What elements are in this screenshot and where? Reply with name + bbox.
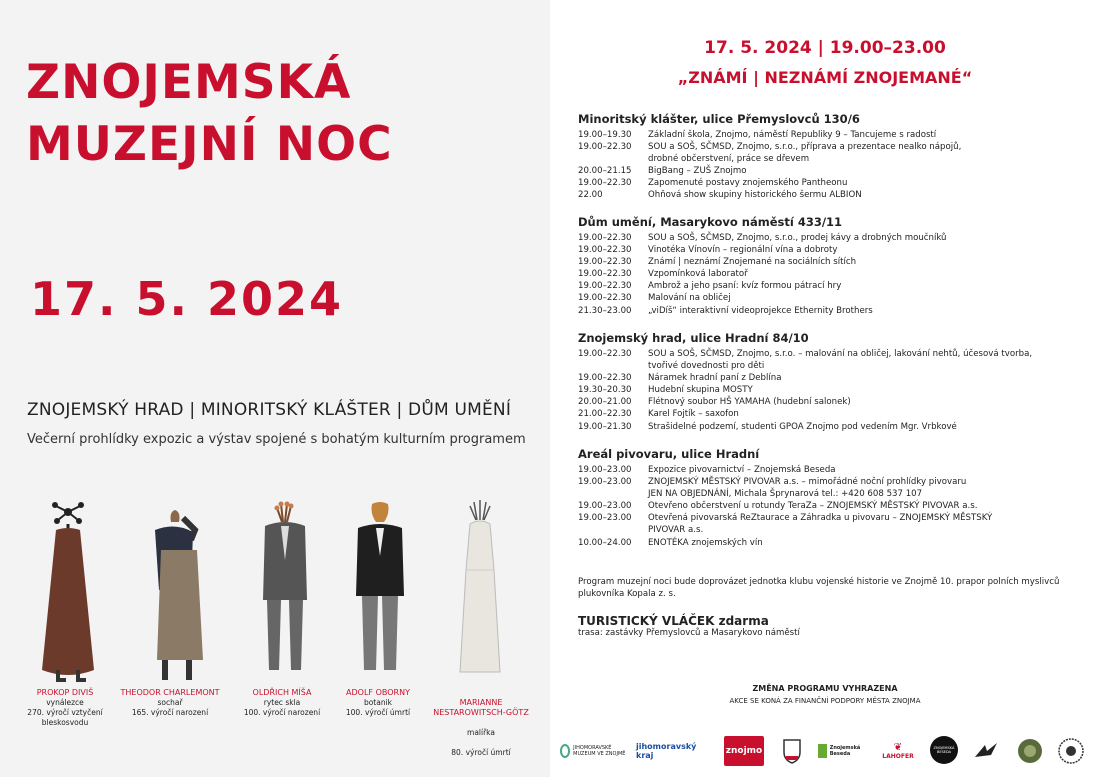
- schedule-time: 21.00–22.30: [578, 409, 632, 420]
- schedule-description: Karel Fojtík – saxofon: [648, 409, 739, 420]
- caption-anniversary: 270. výročí vztyčení: [27, 708, 103, 717]
- figure-oldrich-misa: [245, 500, 325, 690]
- schedule-row: [578, 129, 1068, 141]
- schedule-description: ENOTÉKA znojemských vín: [648, 537, 763, 548]
- caption-anniversary: 100. výročí úmrtí: [345, 708, 411, 717]
- schedule-row: [578, 268, 1068, 280]
- schedule-description: Hudební skupina MOSTY: [648, 385, 753, 396]
- schedule-time: 19.00–23.00: [578, 513, 632, 524]
- schedule-description: SOU a SOŠ, SČMSD, Znojmo, s.r.o., prodej kávy a drobných moučníků: [648, 233, 947, 243]
- logo-text: Znojemská Beseda: [829, 745, 861, 757]
- schedule-row: [578, 464, 1068, 476]
- schedule-row: [578, 348, 1068, 372]
- schedule-time: 20.00–21.15: [578, 166, 632, 177]
- schedule-description: BigBang – ZUŠ Znojmo: [648, 166, 747, 177]
- schedule-row: [578, 244, 1068, 256]
- schedule-time: 10.00–24.00: [578, 537, 632, 548]
- logo-beseda-small: [818, 736, 868, 766]
- section-title: Dům umění, Masarykovo náměstí 433/11: [578, 215, 843, 229]
- section-dum-umeni: [578, 215, 1068, 317]
- schedule-time: 19.00–22.30: [578, 349, 632, 359]
- program-change-notice: ZMĚNA PROGRAMU VYHRAZENA: [752, 684, 898, 693]
- caption-role: rytec skla: [263, 698, 301, 707]
- schedule-description: Náramek hradní paní z Deblína: [648, 373, 782, 384]
- logo-bird-icon: [972, 736, 1000, 766]
- schedule-description: SOU a SOŠ, SČMSD, Znojmo, s.r.o., příprava a prezentace nealko nápojů, drobné občerstvení, práce se dřevem: [648, 142, 962, 165]
- schedule-time: 19.00–22.30: [578, 245, 632, 256]
- caption-name: ADOLF OBORNY: [346, 688, 410, 697]
- schedule-time: 19.00–22.30: [578, 142, 632, 153]
- schedule-row: [578, 177, 1068, 189]
- section-title: Znojemský hrad, ulice Hradní 84/10: [578, 331, 809, 345]
- schedule-row: [578, 500, 1068, 512]
- schedule-description: „viDíš“ interaktivní videoprojekce Ethernity Brothers: [648, 305, 873, 316]
- caption-name: THEODOR CHARLEMONT: [120, 688, 220, 697]
- schedule-description: Malování na obličej: [648, 293, 731, 304]
- schedule-row: [578, 512, 1068, 536]
- tourist-train: [578, 614, 800, 638]
- logo-text: JIHOMORAVSKÉ MUZEUM VE ZNOJMĚ: [573, 745, 626, 757]
- schedule-description: Otevřená pivovarská ReZtaurace a Záhradka u pivovaru – ZNOJEMSKÝ MĚSTSKÝ PIVOVAR a.s.: [648, 513, 993, 536]
- schedule-description: Otevřeno občerstvení u rotundy TeraZa – ZNOJEMSKÝ MĚSTSKÝ PIVOVAR a.s.: [648, 501, 978, 512]
- schedule-row: [578, 396, 1068, 408]
- schedule-time: 19.00–22.30: [578, 257, 632, 268]
- caption-name: PROKOP DIVIŠ: [36, 688, 94, 697]
- schedule-description: Vzpomínková laboratoř: [648, 269, 748, 280]
- caption-anniversary: 80. výročí úmrtí: [451, 748, 511, 757]
- train-route: trasa: zastávky Přemyslovců a Masarykovo náměstí: [578, 628, 800, 638]
- schedule-row: [578, 421, 1068, 433]
- caption-adolf-oborny: [323, 688, 433, 718]
- caption-role: vynálezce: [46, 698, 84, 707]
- section-title: Minoritský klášter, ulice Přemyslovců 130/6: [578, 112, 860, 126]
- schedule-row: [578, 292, 1068, 304]
- figure-adolf-oborny: [340, 500, 420, 690]
- schedule-time: 19.00–22.30: [578, 281, 632, 292]
- schedule-description: Známí | neznámí Znojemané na sociálních sítích: [648, 257, 857, 268]
- logo-jmk: jihomoravský kraj: [636, 742, 697, 760]
- caption-name: MARIANNE NESTAROWITSCH-GÖTZ: [433, 698, 529, 717]
- schedule-time: 19.00–22.30: [578, 269, 632, 280]
- schedule-row: [578, 141, 1068, 165]
- section-znojemsky-hrad: [578, 331, 1068, 433]
- logo-circle-icon: [1056, 736, 1086, 766]
- schedule-description: Ambrož a jeho psaní: kvíz formou pátrací hry: [648, 281, 842, 292]
- caption-oldrich-misa: [227, 688, 337, 718]
- schedule-time: 19.00–22.30: [578, 178, 632, 189]
- caption-role: botanik: [363, 698, 393, 707]
- section-minoritsky-klaster: [578, 112, 1068, 202]
- schedule-description: Expozice pivovarnictví – Znojemská Beseda: [648, 465, 836, 475]
- schedule-row: [578, 476, 1068, 500]
- caption-marianne: [426, 688, 536, 768]
- caption-anniversary: 165. výročí narození: [131, 708, 209, 717]
- partner-logos: [560, 736, 1090, 766]
- schedule-row: [578, 372, 1068, 384]
- program-date: 17. 5. 2024 | 19.00–23.00: [704, 38, 946, 58]
- logo-text: LAHOFER: [882, 753, 914, 760]
- schedule-description: Vinotéka Vínovín – regionální vína a dobroty: [648, 245, 838, 256]
- schedule-row: [578, 232, 1068, 244]
- schedule-time: 19.30–20.30: [578, 385, 632, 396]
- schedule-description: Zapomenuté postavy znojemského Pantheonu: [648, 178, 848, 189]
- venues-line: ZNOJEMSKÝ HRAD | MINORITSKÝ KLÁŠTER | DŮM UMĚNÍ: [27, 400, 512, 420]
- figure-theodor-charlemont: [135, 500, 215, 690]
- schedule-row: [578, 256, 1068, 268]
- logo-znojemska-beseda: ZNOJEMSKÁ BESEDA: [930, 736, 958, 764]
- schedule-description: Strašidelné podzemí, studenti GPOA Znojmo pod vedením Mgr. Vrbkové: [648, 421, 957, 432]
- schedule-row: [578, 537, 1068, 549]
- schedule-time: 19.00–22.30: [578, 233, 632, 243]
- schedule-row: [578, 189, 1068, 201]
- schedule-row: [578, 408, 1068, 420]
- figure-prokop-divis: [28, 500, 108, 690]
- schedule-row: [578, 384, 1068, 396]
- schedule-time: 22.00: [578, 190, 603, 201]
- title-line-2: MUZEJNÍ NOC: [26, 117, 393, 172]
- schedule-description: ZNOJEMSKÝ MĚSTSKÝ PIVOVAR a.s. – mimořádné noční prohlídky pivovaru JEN NA OBJEDNÁNÍ, Michala Šprynarová tel.: +420 608 537 107: [648, 477, 967, 500]
- caption-role: sochař: [157, 698, 183, 707]
- schedule-description: Základní škola, Znojmo, náměstí Republiky 9 – Tancujeme s radostí: [648, 130, 937, 140]
- section-title: Areál pivovaru, ulice Hradní: [578, 447, 760, 461]
- title-line-1: ZNOJEMSKÁ: [26, 55, 352, 110]
- logo-emblem-icon: [1016, 736, 1044, 766]
- schedule-time: 19.00–23.00: [578, 465, 632, 475]
- schedule-time: 19.00–23.00: [578, 501, 632, 512]
- train-title: TURISTICKÝ VLÁČEK zdarma: [578, 614, 769, 628]
- schedule-description: SOU a SOŠ, SČMSD, Znojmo, s.r.o. – malování na obličej, lakování nehtů, účesová tvorba, tvořivé dovednosti pro děti: [648, 349, 1033, 372]
- program-motto: „ZNÁMÍ | NEZNÁMÍ ZNOJEMANÉ“: [677, 68, 973, 87]
- section-areal-pivovaru: [578, 447, 1068, 549]
- logo-muzeum: [560, 736, 630, 766]
- schedule-time: 19.00–22.30: [578, 293, 632, 304]
- event-subtitle: Večerní prohlídky expozic a výstav spojené s bohatým kulturním programem: [27, 432, 526, 447]
- event-title: [26, 52, 393, 176]
- caption-theodor-charlemont: [115, 688, 225, 718]
- schedule-description: Flétnový soubor HŠ YAMAHA (hudební salonek): [648, 397, 851, 408]
- schedule-time: 19.00–22.30: [578, 373, 632, 384]
- schedule-row: [578, 165, 1068, 177]
- schedule-time: 19.00–21.30: [578, 421, 632, 432]
- schedule-row: [578, 305, 1068, 317]
- support-notice: AKCE SE KONÁ ZA FINANČNÍ PODPORY MĚSTA ZNOJMA: [729, 697, 921, 705]
- right-panel: [550, 0, 1100, 777]
- schedule-time: 19.00–23.00: [578, 477, 632, 488]
- logo-lahofer: ❦ LAHOFER: [882, 742, 914, 760]
- logo-crest-icon: [780, 736, 804, 766]
- figure-marianne-nestarowitsch-gotz: [440, 500, 520, 690]
- caption-anniversary: 100. výročí narození: [243, 708, 321, 717]
- caption-extra: bleskosvodu: [41, 718, 89, 727]
- caption-role: malířka: [467, 728, 495, 737]
- schedule-time: 19.00–19.30: [578, 130, 632, 140]
- logo-znojmo: znojmo: [724, 736, 764, 766]
- event-date: 17. 5. 2024: [30, 272, 344, 326]
- program-note: Program muzejní noci bude doprovázet jednotka klubu vojenské historie ve Znojmě 10. prapor polních myslivců plukovníka Kopala z. s.: [578, 577, 1060, 599]
- schedule-time: 20.00–21.00: [578, 397, 632, 408]
- caption-prokop-divis: [10, 688, 120, 728]
- schedule-time: 21.30–23.00: [578, 305, 632, 316]
- schedule-description: Ohňová show skupiny historického šermu ALBION: [648, 190, 862, 201]
- schedule-row: [578, 280, 1068, 292]
- caption-name: OLDŘICH MÍŠA: [252, 688, 312, 697]
